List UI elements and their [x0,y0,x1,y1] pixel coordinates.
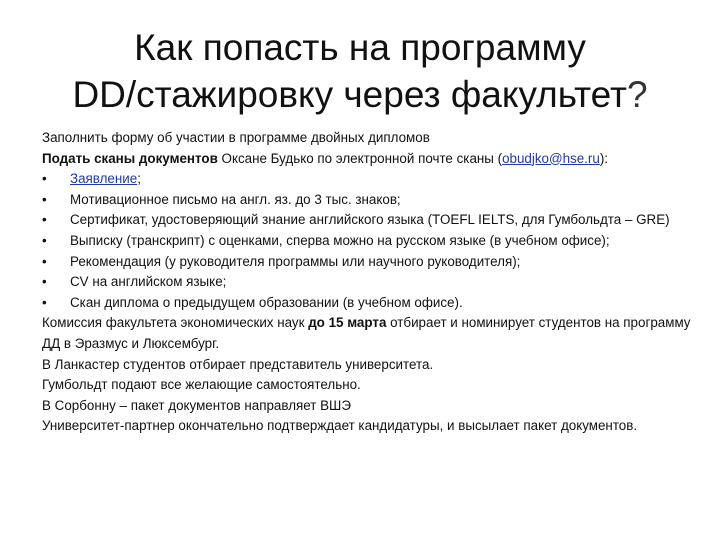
email-link[interactable]: obudjko@hse.ru [502,150,600,166]
application-link[interactable]: Заявление [70,171,138,187]
paragraph-fill-form: Заполнить форму об участии в программе двойных дипломов [42,130,430,145]
bullet-item-recommendation [42,252,692,273]
paragraph-lancaster: В Ланкастер студентов отбирает представитель университета. [42,356,434,372]
slide-body [42,128,692,437]
bullet-text: Скан диплома о предыдущем образовании (в учебном офисе). [70,294,463,310]
title-line-1: Как попасть на программу [134,27,586,68]
bullet-icon: • [42,212,47,228]
paragraph-humboldt: Гумбольдт подают все желающие самостоятельно. [42,377,361,393]
bullet-text: Мотивационное письмо на англ. яз. до 3 тыс. знаков; [70,191,401,207]
paragraph-sorbonne: В Сорбонну – пакет документов направляет ВШЭ [42,397,351,413]
bullet-item-diploma-scan [42,293,692,314]
bullet-icon: • [42,253,47,269]
submit-scans-bold: Подать сканы документов [42,150,218,166]
commission-start: Комиссия факультета экономических наук [42,315,309,331]
commission-end: отбирает и номинирует студентов на программу ДД в Эразмус и Люксембург. [42,315,691,351]
paragraph-submit-scans [42,149,692,170]
bullet-icon: • [42,294,47,310]
title-line-2-text: DD/стажировку через факультет [72,74,627,115]
bullet-text: CV на английском языке; [70,274,227,290]
bullet-icon: • [42,191,47,207]
submit-scans-text: Оксане Будько по электронной почте сканы ( [217,150,503,166]
title-question-mark: ? [626,74,648,115]
bullet-item-language-certificate [42,210,692,231]
bullet-text: Сертификат, удостоверяющий знание английского языка (TOEFL IELTS, для Гумбольдта – GRE) [70,212,670,228]
bullet-text: Рекомендация (у руководителя программы или научного руководителя); [70,253,521,269]
paragraph-commission [42,313,692,354]
bullet-icon: • [42,232,47,248]
application-end: ; [137,171,141,187]
bullet-item-motivation-letter [42,190,692,211]
bullet-text: Выписку (транскрипт) с оценками, сперва можно на русском языке (в учебном офисе); [70,232,610,248]
bullet-icon: • [42,171,47,187]
slide-title [20,24,700,118]
title-line-2 [20,71,700,118]
bullet-item-cv [42,272,692,293]
submit-scans-end: ): [599,150,608,166]
bullet-item-application [42,169,692,190]
bullet-item-transcript [42,231,692,252]
paragraph-partner-university: Университет-партнер окончательно подтверждает кандидатуры, и высылает пакет документов. [42,418,638,434]
deadline-bold: до 15 марта [308,315,387,331]
bullet-icon: • [42,274,47,290]
